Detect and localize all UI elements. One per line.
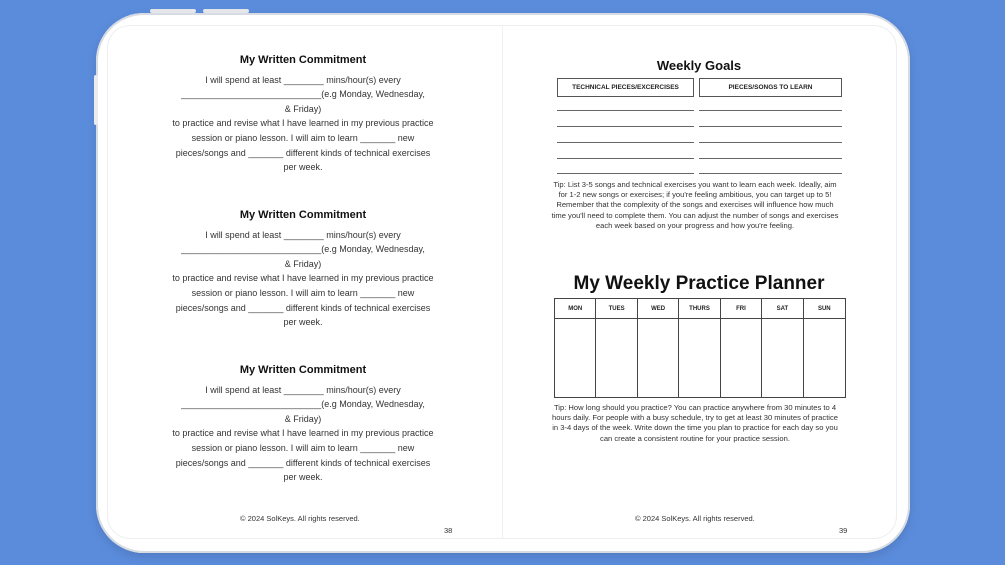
- tablet-top-button: [203, 9, 249, 13]
- commitment-line: I will spend at least ________ mins/hour(s) every: [205, 74, 401, 85]
- weekly-goals-title: Weekly Goals: [656, 58, 742, 73]
- written-commitment-3: [148, 363, 458, 485]
- planner-day-cell[interactable]: [596, 319, 637, 397]
- goal-writing-line[interactable]: [699, 158, 842, 159]
- planner-day-header: FRI: [721, 299, 762, 319]
- left-page: [108, 26, 502, 538]
- commitment-line: ____________________________(e.g Monday, Wednesday,: [181, 244, 425, 255]
- tablet-top-button: [150, 9, 196, 13]
- planner-day-header: SAT: [762, 299, 803, 319]
- commitment-line: ____________________________(e.g Monday, Wednesday,: [181, 399, 425, 410]
- goal-writing-line[interactable]: [699, 110, 842, 111]
- commitment-line: to practice and revise what I have learned in my previous practice: [172, 273, 434, 284]
- commitment-line: session or piano lesson. I will aim to learn _______ new: [191, 442, 415, 453]
- tablet-screen: [108, 26, 896, 538]
- commitment-line: session or piano lesson. I will aim to learn _______ new: [191, 132, 415, 143]
- goals-column-header-technical: TECHNICAL PIECES/EXCERCISES: [557, 78, 694, 97]
- commitment-line: I will spend at least ________ mins/hour(s) every: [205, 384, 401, 395]
- goal-writing-line[interactable]: [557, 142, 694, 143]
- copyright-footer: © 2024 SolKeys. All rights reserved.: [635, 514, 755, 523]
- page-number: 39: [839, 526, 848, 535]
- goal-writing-line[interactable]: [557, 110, 694, 111]
- planner-day-header: MON: [555, 299, 596, 319]
- planner-day-header: THURS: [679, 299, 720, 319]
- written-commitment-1: [148, 53, 458, 175]
- planner-day-header: SUN: [804, 299, 845, 319]
- copyright-footer: © 2024 SolKeys. All rights reserved.: [240, 514, 360, 523]
- commitment-line: pieces/songs and _______ different kinds of technical exercises: [175, 302, 431, 313]
- planner-day-header: WED: [638, 299, 679, 319]
- commitment-line: & Friday): [284, 258, 322, 269]
- weekly-goals-tip: Tip: List 3-5 songs and technical exercises you want to learn each week. Ideally, aim for 1-2 new songs or exercises; if you're feeling ambitious, you can target up to 5! Remember that the complexity of the songs and exercises will influence how much time you'll need to complete them. You can adjust the number of songs and exercises each week based on your progress and how you're feeling.: [551, 180, 839, 230]
- commitment-line: & Friday): [284, 413, 322, 424]
- commitment-line: pieces/songs and _______ different kinds of technical exercises: [175, 147, 431, 158]
- goal-writing-line[interactable]: [699, 173, 842, 174]
- planner-day-cell[interactable]: [555, 319, 596, 397]
- commitment-line: pieces/songs and _______ different kinds of technical exercises: [175, 457, 431, 468]
- weekly-planner-tip: Tip: How long should you practice? You can practice anywhere from 30 minutes to 4 hours daily. For people with a busy schedule, try to get at least 30 minutes of practice in 3-4 days of the week. Write down the time you plan to practice for each day so you can create a consistent routine for your practice session.: [551, 403, 839, 443]
- planner-day-cell[interactable]: [638, 319, 679, 397]
- commitment-title: My Written Commitment: [239, 54, 367, 66]
- goal-writing-line[interactable]: [557, 173, 694, 174]
- planner-day-cell[interactable]: [721, 319, 762, 397]
- right-page: [502, 26, 896, 538]
- goal-writing-line[interactable]: [557, 126, 694, 127]
- planner-day-cell[interactable]: [804, 319, 845, 397]
- goal-writing-line[interactable]: [699, 126, 842, 127]
- commitment-line: per week.: [283, 162, 323, 173]
- commitment-line: to practice and revise what I have learned in my previous practice: [172, 428, 434, 439]
- commitment-line: session or piano lesson. I will aim to learn _______ new: [191, 287, 415, 298]
- goal-writing-line[interactable]: [699, 142, 842, 143]
- planner-day-cell[interactable]: [762, 319, 803, 397]
- planner-day-header: TUES: [596, 299, 637, 319]
- commitment-line: per week.: [283, 472, 323, 483]
- commitment-line: I will spend at least ________ mins/hour(s) every: [205, 229, 401, 240]
- commitment-title: My Written Commitment: [239, 209, 367, 221]
- commitment-line: per week.: [283, 317, 323, 328]
- commitment-line: ____________________________(e.g Monday, Wednesday,: [181, 89, 425, 100]
- commitment-title: My Written Commitment: [239, 364, 367, 376]
- weekly-planner-table: [554, 298, 846, 398]
- written-commitment-2: [148, 208, 458, 330]
- commitment-line: & Friday): [284, 103, 322, 114]
- weekly-planner-title: My Weekly Practice Planner: [573, 273, 825, 294]
- goal-writing-line[interactable]: [557, 158, 694, 159]
- planner-day-cell[interactable]: [679, 319, 720, 397]
- commitment-line: to practice and revise what I have learned in my previous practice: [172, 118, 434, 129]
- tablet-side-button: [94, 75, 98, 125]
- page-number: 38: [444, 526, 453, 535]
- goals-column-header-songs: PIECES/SONGS TO LEARN: [699, 78, 842, 97]
